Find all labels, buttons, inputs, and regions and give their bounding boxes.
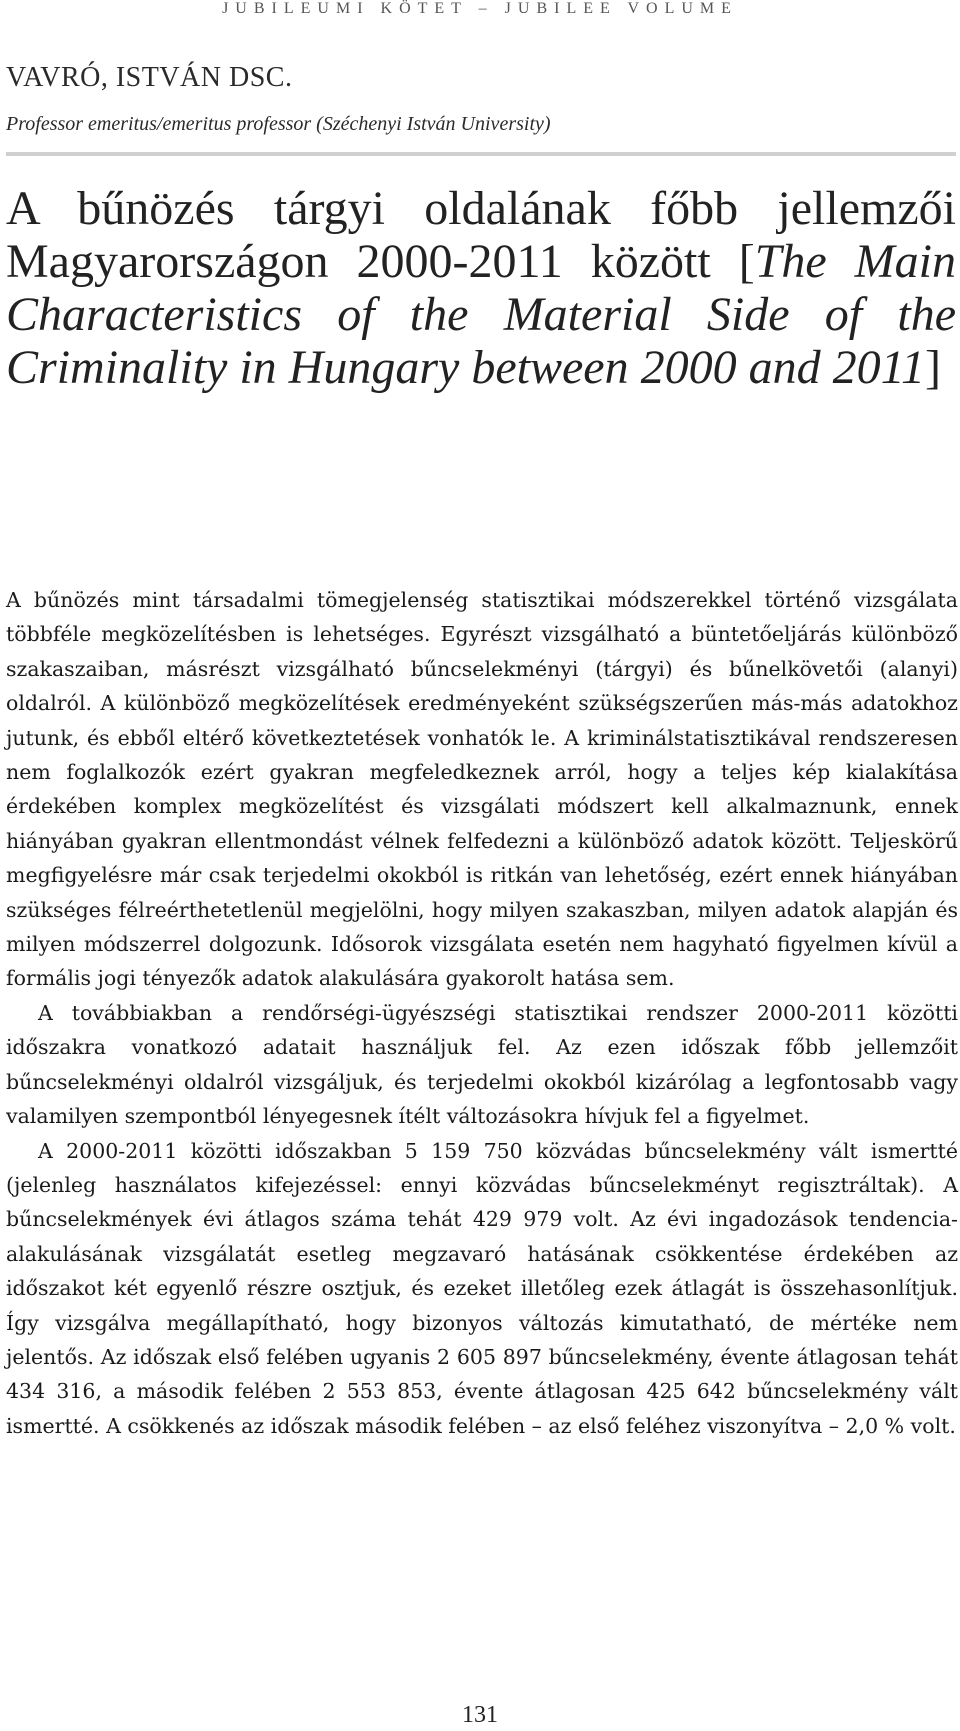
title-close: ] bbox=[925, 341, 942, 394]
page-number: 131 bbox=[462, 1702, 498, 1728]
author-name: VAVRÓ, ISTVÁN DSC. bbox=[6, 62, 293, 93]
article-title bbox=[6, 182, 956, 394]
title-main: A bűnözés tárgyi oldalának főbb jellemzői Magyarországon 2000-2011 között [ bbox=[6, 182, 956, 288]
header-divider bbox=[6, 152, 956, 156]
paragraph: A továbbiakban a rendőrségi-ügyészségi statisztikai rendszer 2000-2011 közötti időszakra vonatkozó adatait használjuk fel. Az ezen időszak főbb jellemzőit bűncselekményi oldalról vizsgáljuk, és terjedelmi okokból kizárólag a legfontosabb vagy valamilyen szempontból lényegesnek ítélt változásokra hívjuk fel a figyelmet. bbox=[6, 1000, 958, 1129]
author-affiliation: Professor emeritus/emeritus professor (Széchenyi István University) bbox=[6, 113, 551, 135]
paragraph: A bűnözés mint társadalmi tömegjelenség statisztikai módszerekkel történő vizsgálata többféle megközelítésben is lehetséges. Egyrészt vizsgálható a büntetőeljárás különböző szakaszaiban, másrészt vizsgálható bűncselekményi (tárgyi) és bűnelkövetői (alanyi) oldalról. A különböző megközelítések eredményeként szükségszerűen más-más adatokhoz jutunk, és ebből eltérő következtetések vonhatók le. A kriminálstatisztikával rendszeresen nem foglalkozók ezért gyakran megfeledkeznek arról, hogy a teljes kép kialakítása érdekében komplex megközelítést és vizsgálati módszert kell alkalmaznunk, ennek hiányában gyakran ellentmondást vélnek felfedezni a különböző adatok között. Teljeskörű megfigyelésre már csak terjedelmi okokból is ritkán van lehetőség, ezért ennek hiányában szükséges félreérthetetlenül megjelölni, hogy milyen szakaszban, milyen adatok alapján és milyen módszerrel dolgozunk. Idősorok vizsgálata esetén nem hagyható figyelmen kívül a formális jogi tényezők adatok alakulására gyakorolt hatása sem. bbox=[6, 588, 958, 991]
article-body bbox=[6, 583, 958, 1443]
title-translation: The Main Characteristics of the Material Side of the Criminality in Hungary between 2000 and 2011 bbox=[6, 235, 956, 394]
paragraph: A 2000-2011 közötti időszakban 5 159 750 közvádas bűncselekmény vált ismertté (jelenleg használatos kifejezéssel: ennyi közvádas bűncselekményt regisztráltak). A bűncselekmények évi átlagos száma tehát 429 979 volt. Az évi ingadozások tendencia-alakulásának vizsgálatát esetleg megzavaró hatásának csökkentése érdekében az időszakot két egyenlő részre osztjuk, és ezeket illetőleg ezek átlagát is összehasonlítjuk. Így vizsgálva megállapítható, hogy bizonyos változás kimutatható, de mértéke nem jelentős. Az időszak első felében ugyanis 2 605 897 bűncselekmény, évente átlagosan tehát 434 316, a második felében 2 553 853, évente átlagosan 425 642 bűncselekmény vált ismertté. A csökkenés az időszak második felében – az első feléhez viszonyítva – 2,0 % volt. bbox=[6, 1138, 958, 1438]
running-header: JUBILEUMI KÖTET – JUBILEE VOLUME bbox=[222, 0, 738, 17]
